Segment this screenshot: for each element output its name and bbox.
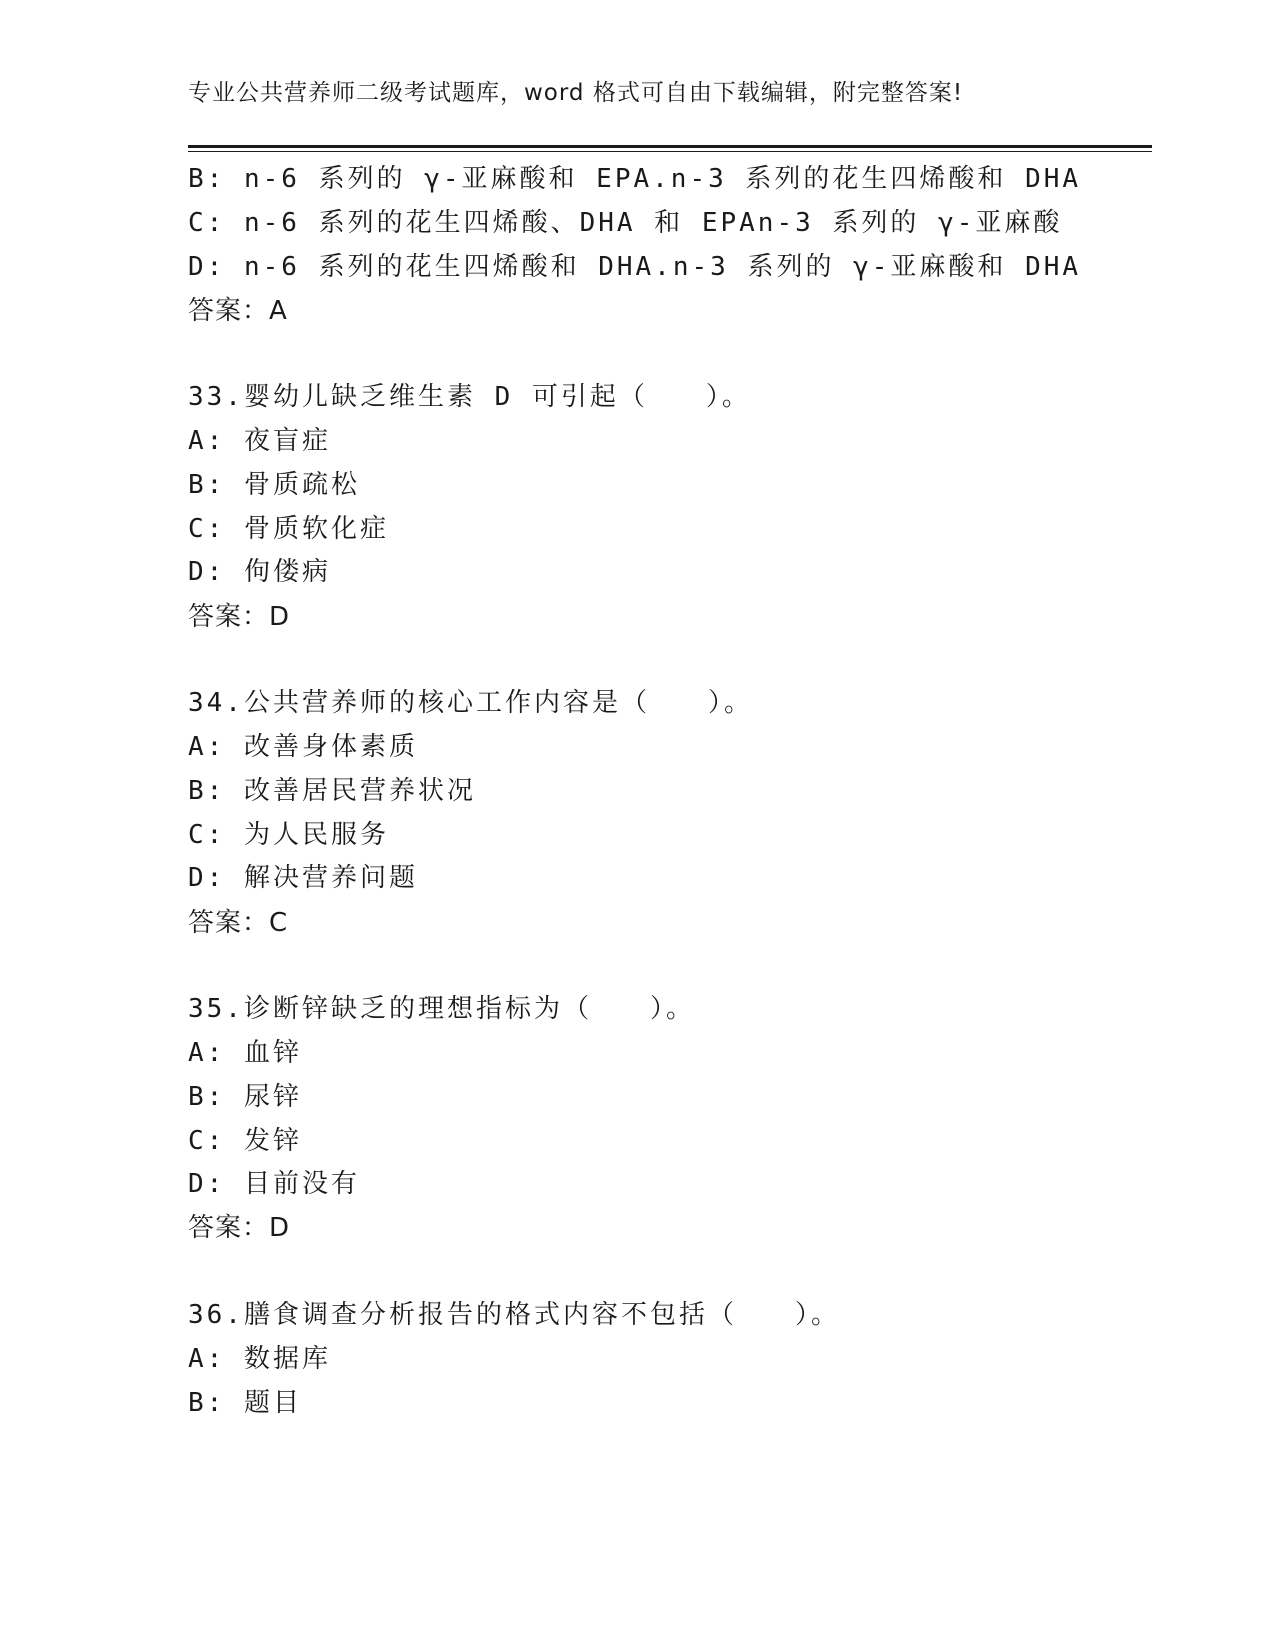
q34-option-d: D: 解决营养问题 (188, 863, 418, 893)
q34-option-c: C: 为人民服务 (188, 820, 389, 850)
q33-option-a: A: 夜盲症 (188, 426, 331, 456)
q34-stem: 34.公共营养师的核心工作内容是（ ）。 (188, 688, 753, 718)
q33-option-b: B: 骨质疏松 (188, 470, 360, 500)
q32-option-b: B: n-6 系列的 γ-亚麻酸和 EPA.n-3 系列的花生四烯酸和 DHA (188, 164, 1082, 194)
page-header: 专业公共营养师二级考试题库，word 格式可自由下载编辑，附完整答案! (188, 80, 964, 106)
q33-option-d: D: 佝偻病 (188, 557, 331, 587)
q36-stem: 36.膳食调查分析报告的格式内容不包括（ ）。 (188, 1300, 840, 1330)
q35-answer: 答案：D (188, 1213, 291, 1243)
q35-option-d: D: 目前没有 (188, 1169, 360, 1199)
q34-option-b: B: 改善居民营养状况 (188, 776, 476, 806)
q33-stem: 33.婴幼儿缺乏维生素 D 可引起（ ）。 (188, 382, 751, 412)
q35-stem: 35.诊断锌缺乏的理想指标为（ ）。 (188, 994, 695, 1024)
header-rule-thick (188, 145, 1152, 148)
q32-option-d: D: n-6 系列的花生四烯酸和 DHA.n-3 系列的 γ-亚麻酸和 DHA (188, 252, 1082, 282)
q35-option-b: B: 尿锌 (188, 1082, 302, 1112)
q36-option-b: B: 题目 (188, 1388, 302, 1418)
q35-option-a: A: 血锌 (188, 1038, 302, 1068)
q35-option-c: C: 发锌 (188, 1126, 302, 1156)
q36-option-a: A: 数据库 (188, 1344, 331, 1374)
q34-option-a: A: 改善身体素质 (188, 732, 418, 762)
q32-option-c: C: n-6 系列的花生四烯酸、DHA 和 EPAn-3 系列的 γ-亚麻酸 (188, 208, 1063, 238)
q32-answer: 答案：A (188, 296, 288, 326)
header-rule-thin (188, 151, 1152, 152)
q34-answer: 答案：C (188, 908, 289, 938)
q33-option-c: C: 骨质软化症 (188, 514, 389, 544)
q33-answer: 答案：D (188, 602, 291, 632)
